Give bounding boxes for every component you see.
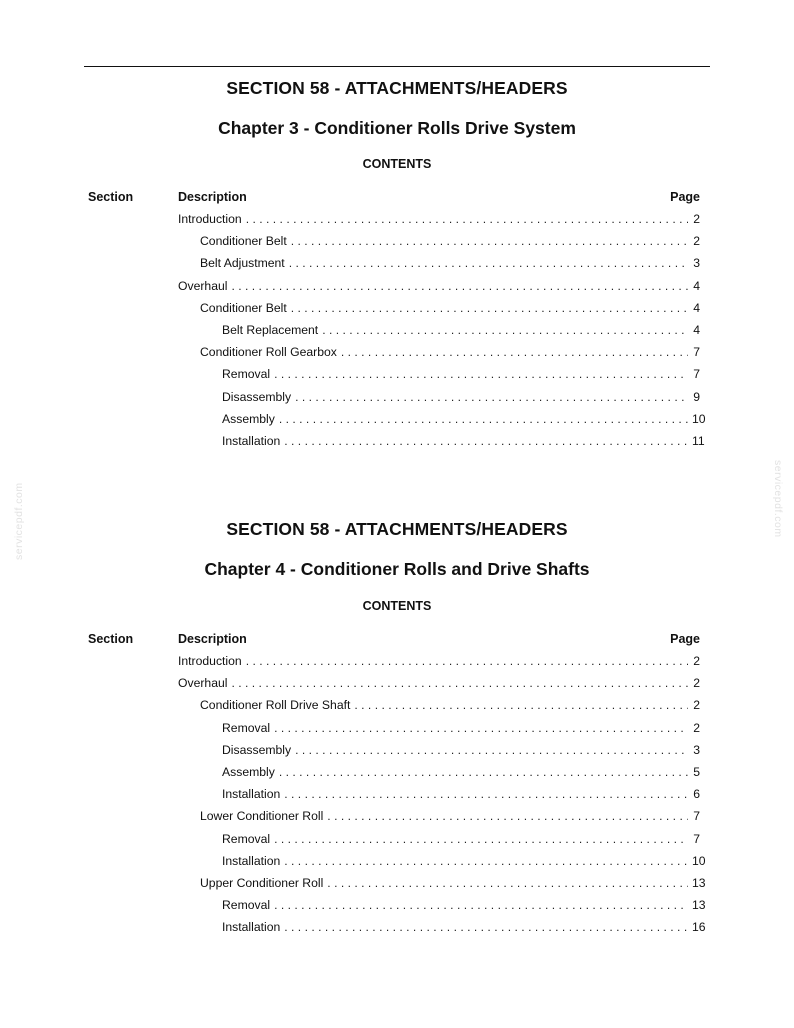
toc-leader-dots [284, 786, 688, 802]
toc-entry [178, 786, 700, 808]
toc-entry-label: Introduction [178, 212, 242, 226]
toc-entry-page: 5 [693, 764, 700, 779]
toc-entry [178, 897, 706, 919]
column-header-section: Section [88, 632, 134, 646]
watermark-right: servicepdf.com [772, 460, 784, 538]
toc-leader-dots [274, 366, 688, 382]
toc-entry-label: Belt Adjustment [200, 256, 285, 271]
toc-entry-label: Lower Conditioner Roll [200, 809, 324, 824]
toc-leader-dots [341, 344, 688, 360]
toc-leader-dots [231, 675, 688, 691]
toc-entry-page: 3 [693, 742, 700, 757]
toc-header-2 [88, 632, 701, 648]
toc-leader-dots [274, 897, 688, 913]
toc-entry [178, 675, 700, 697]
toc-leader-dots [279, 764, 688, 780]
toc-leader-dots [274, 720, 688, 736]
toc-entry-label: Removal [222, 367, 271, 382]
section-title-2: SECTION 58 - ATTACHMENTS/HEADERS [226, 519, 568, 539]
toc-entry-label: Assembly [222, 764, 275, 779]
toc-leader-dots [354, 697, 688, 713]
toc-entry-page: 2 [693, 654, 700, 668]
column-header-section: Section [88, 190, 134, 204]
toc-leader-dots [284, 853, 688, 869]
toc-entry-page: 6 [693, 787, 700, 802]
toc-entry-page: 4 [693, 278, 700, 293]
contents-title-1: CONTENTS [362, 157, 432, 171]
toc-entry-page: 13 [692, 898, 706, 913]
toc-entry [178, 433, 705, 455]
toc-entry [178, 322, 700, 344]
toc-entry-page: 9 [693, 389, 700, 404]
toc-entry-page: 13 [692, 875, 706, 890]
toc-entry-page: 11 [692, 433, 705, 448]
toc-leader-dots [246, 653, 688, 669]
top-rule [84, 66, 710, 67]
chapter-title-2: Chapter 4 - Conditioner Rolls and Drive Shafts [204, 559, 590, 579]
toc-entry-page: 10 [692, 411, 706, 426]
toc-entry-label: Removal [222, 831, 271, 846]
toc-leader-dots [231, 278, 688, 294]
toc-leader-dots [295, 389, 688, 405]
contents-title-2: CONTENTS [362, 599, 432, 613]
toc-entry-page: 4 [693, 300, 700, 315]
toc-entry [178, 808, 700, 830]
toc-entry-label: Assembly [222, 411, 275, 426]
toc-entry-label: Overhaul [178, 278, 228, 293]
toc-leader-dots [284, 919, 688, 935]
toc-entry [178, 389, 700, 411]
toc-entry [178, 875, 706, 897]
toc-entry [178, 831, 700, 853]
toc-leader-dots [274, 831, 688, 847]
toc-entry [178, 919, 706, 941]
toc-entry-page: 7 [693, 345, 700, 360]
toc-entry-page: 16 [692, 920, 706, 935]
toc-entry-page: 3 [693, 256, 700, 271]
toc-entry [178, 344, 700, 366]
toc-entry-page: 7 [693, 809, 700, 824]
toc-entry [178, 742, 700, 764]
toc-entry-label: Belt Replacement [222, 322, 319, 337]
toc-entry [178, 255, 700, 277]
toc-entry-label: Conditioner Belt [200, 300, 287, 315]
toc-entry-label: Conditioner Roll Drive Shaft [200, 698, 351, 713]
toc-entry-label: Installation [222, 853, 281, 868]
toc-list-1 [178, 211, 706, 455]
toc-entry-label: Disassembly [222, 742, 292, 757]
toc-entry-page: 2 [693, 720, 700, 735]
toc-leader-dots [327, 808, 688, 824]
toc-leader-dots [295, 742, 688, 758]
toc-header-1 [88, 190, 701, 206]
toc-entry-page: 2 [693, 212, 700, 226]
toc-entry-label: Upper Conditioner Roll [200, 875, 324, 890]
section-title-1: SECTION 58 - ATTACHMENTS/HEADERS [226, 78, 568, 98]
toc-leader-dots [322, 322, 688, 338]
toc-entry-label: Introduction [178, 654, 242, 668]
toc-entry [178, 300, 700, 322]
toc-entry-label: Overhaul [178, 676, 228, 691]
toc-entry [178, 278, 700, 300]
toc-leader-dots [327, 875, 688, 891]
toc-entry-page: 2 [693, 676, 700, 691]
toc-leader-dots [279, 411, 688, 427]
toc-entry [178, 653, 700, 675]
toc-entry [178, 411, 706, 433]
toc-entry-page: 7 [693, 367, 700, 382]
toc-entry [178, 720, 700, 742]
toc-entry-page: 2 [693, 698, 700, 713]
toc-entry-label: Removal [222, 898, 271, 913]
toc-entry-label: Installation [222, 787, 281, 802]
chapter-title-1: Chapter 3 - Conditioner Rolls Drive System [218, 118, 576, 138]
toc-leader-dots [284, 433, 688, 449]
toc-leader-dots [289, 255, 688, 271]
toc-entry-label: Installation [222, 433, 281, 448]
toc-entry-page: 4 [693, 322, 700, 337]
toc-leader-dots [246, 211, 688, 227]
toc-leader-dots [291, 233, 688, 249]
toc-entry-page: 7 [693, 831, 700, 846]
toc-leader-dots [291, 300, 688, 316]
toc-entry-label: Installation [222, 920, 281, 935]
toc-entry-label: Disassembly [222, 389, 292, 404]
toc-entry-label: Removal [222, 720, 271, 735]
toc-entry [178, 697, 700, 719]
column-header-page: Page [670, 632, 700, 646]
toc-entry [178, 764, 700, 786]
toc-entry-page: 10 [692, 853, 706, 868]
column-header-page: Page [670, 190, 700, 204]
column-header-description: Description [178, 190, 247, 204]
toc-entry-label: Conditioner Belt [200, 234, 287, 249]
toc-entry [178, 853, 706, 875]
column-header-description: Description [178, 632, 247, 646]
toc-entry [178, 211, 700, 233]
toc-entry [178, 233, 700, 255]
watermark-left: servicepdf.com [13, 482, 25, 560]
toc-entry-label: Conditioner Roll Gearbox [200, 345, 337, 360]
toc-list-2 [178, 653, 706, 941]
toc-entry-page: 2 [693, 234, 700, 249]
toc-entry [178, 366, 700, 388]
